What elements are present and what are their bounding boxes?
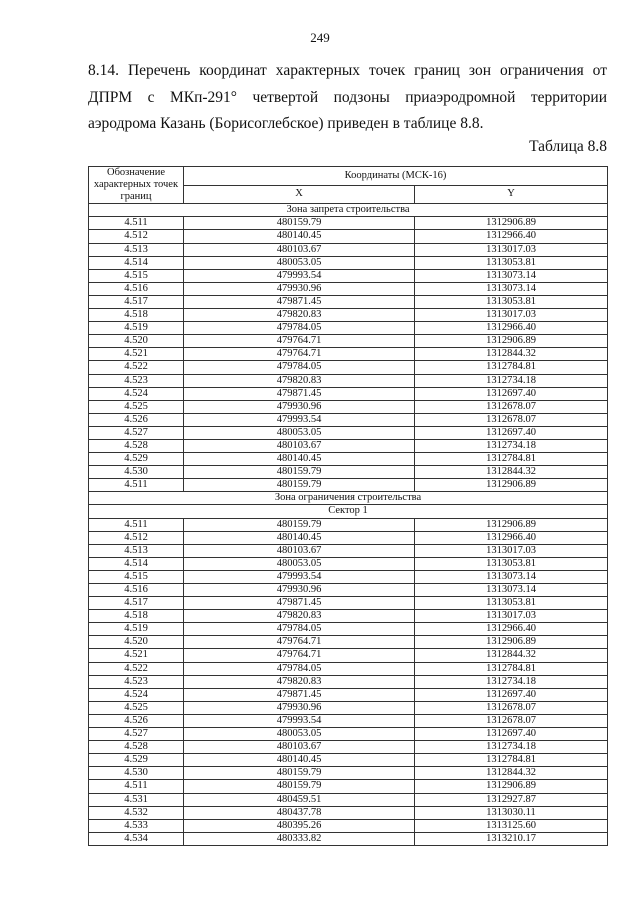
coord-y: 1313125.60 (415, 819, 608, 832)
point-id: 4.519 (89, 623, 184, 636)
coord-x: 480140.45 (184, 230, 415, 243)
table-row (89, 295, 608, 308)
coord-x: 480159.79 (184, 780, 415, 793)
table-row (89, 453, 608, 466)
table-row (89, 623, 608, 636)
coord-x: 480053.05 (184, 557, 415, 570)
coord-x: 479930.96 (184, 701, 415, 714)
coord-x: 480053.05 (184, 426, 415, 439)
point-id: 4.514 (89, 256, 184, 269)
point-id: 4.521 (89, 649, 184, 662)
coord-x: 480159.79 (184, 767, 415, 780)
table-row (89, 832, 608, 845)
coord-y: 1313073.14 (415, 584, 608, 597)
table-row (89, 570, 608, 583)
table-row (89, 466, 608, 479)
point-id: 4.517 (89, 597, 184, 610)
coord-y: 1312678.07 (415, 701, 608, 714)
coord-x: 479930.96 (184, 400, 415, 413)
coord-y: 1312697.40 (415, 387, 608, 400)
table-row (89, 322, 608, 335)
point-id: 4.525 (89, 400, 184, 413)
coord-y: 1313053.81 (415, 295, 608, 308)
point-id: 4.528 (89, 439, 184, 452)
coord-y: 1312966.40 (415, 322, 608, 335)
coord-x: 480159.79 (184, 518, 415, 531)
table-row (89, 309, 608, 322)
table-row (89, 675, 608, 688)
coord-x: 479820.83 (184, 610, 415, 623)
table-row (89, 387, 608, 400)
table-row (89, 256, 608, 269)
table-row (89, 688, 608, 701)
coord-y: 1312678.07 (415, 413, 608, 426)
coord-y: 1313073.14 (415, 570, 608, 583)
coord-x: 479871.45 (184, 688, 415, 701)
section-title-label: Зона запрета строительства (89, 204, 608, 217)
coord-y: 1313030.11 (415, 806, 608, 819)
coord-y: 1313210.17 (415, 832, 608, 845)
coord-y: 1312784.81 (415, 754, 608, 767)
coord-x: 480140.45 (184, 453, 415, 466)
point-id: 4.516 (89, 584, 184, 597)
coord-y: 1312784.81 (415, 361, 608, 374)
table-body (89, 204, 608, 846)
header-y: Y (415, 185, 608, 204)
section-title-label: Зона ограничения строительства (89, 492, 608, 505)
coord-x: 480053.05 (184, 256, 415, 269)
coord-y: 1313017.03 (415, 243, 608, 256)
coord-y: 1313073.14 (415, 282, 608, 295)
table-row (89, 741, 608, 754)
coord-x: 479764.71 (184, 335, 415, 348)
table-row (89, 374, 608, 387)
table-row (89, 728, 608, 741)
coord-x: 480103.67 (184, 439, 415, 452)
table-row (89, 544, 608, 557)
coord-y: 1312966.40 (415, 623, 608, 636)
coord-x: 479871.45 (184, 387, 415, 400)
coord-y: 1312734.18 (415, 374, 608, 387)
coord-x: 479784.05 (184, 623, 415, 636)
table-row (89, 584, 608, 597)
coord-y: 1312697.40 (415, 426, 608, 439)
coord-x: 479764.71 (184, 636, 415, 649)
table-row (89, 243, 608, 256)
coord-x: 479784.05 (184, 361, 415, 374)
coord-x: 480395.26 (184, 819, 415, 832)
point-id: 4.533 (89, 819, 184, 832)
table-caption: Таблица 8.8 (529, 138, 607, 155)
coord-y: 1312678.07 (415, 400, 608, 413)
table-row (89, 662, 608, 675)
point-id: 4.511 (89, 217, 184, 230)
table-row (89, 636, 608, 649)
coord-y: 1312906.89 (415, 479, 608, 492)
point-id: 4.528 (89, 741, 184, 754)
point-id: 4.523 (89, 374, 184, 387)
point-id: 4.524 (89, 387, 184, 400)
point-id: 4.513 (89, 544, 184, 557)
coord-x: 479930.96 (184, 282, 415, 295)
coord-x: 479820.83 (184, 675, 415, 688)
section-title (89, 204, 608, 217)
coord-x: 479764.71 (184, 348, 415, 361)
coord-y: 1312734.18 (415, 675, 608, 688)
coord-x: 480103.67 (184, 741, 415, 754)
table-row (89, 518, 608, 531)
header-coords: Координаты (МСК-16) (184, 167, 608, 186)
coord-x: 479871.45 (184, 597, 415, 610)
point-id: 4.527 (89, 426, 184, 439)
point-id: 4.518 (89, 610, 184, 623)
coord-x: 480459.51 (184, 793, 415, 806)
point-id: 4.515 (89, 269, 184, 282)
point-id: 4.529 (89, 754, 184, 767)
coord-y: 1312697.40 (415, 688, 608, 701)
point-id: 4.534 (89, 832, 184, 845)
table-row (89, 597, 608, 610)
coord-x: 479764.71 (184, 649, 415, 662)
coord-y: 1312927.87 (415, 793, 608, 806)
table-row (89, 269, 608, 282)
coord-x: 480437.78 (184, 806, 415, 819)
coord-x: 479930.96 (184, 584, 415, 597)
table-row (89, 610, 608, 623)
coord-y: 1312966.40 (415, 230, 608, 243)
coord-x: 479871.45 (184, 295, 415, 308)
point-id: 4.512 (89, 531, 184, 544)
coord-y: 1313053.81 (415, 557, 608, 570)
table-row (89, 413, 608, 426)
coord-y: 1312844.32 (415, 348, 608, 361)
point-id: 4.526 (89, 714, 184, 727)
coord-y: 1312697.40 (415, 728, 608, 741)
table-row (89, 819, 608, 832)
point-id: 4.514 (89, 557, 184, 570)
page-number: 249 (310, 30, 330, 45)
intro-paragraph (88, 58, 607, 138)
header-x: X (184, 185, 415, 204)
point-id: 4.511 (89, 518, 184, 531)
intro-text: 8.14. Перечень координат характерных точек границ зон ограничения от ДПРМ с МКп-291° четвертой подзоны приаэродромной территории аэродрома Казань (Борисоглебское) приведен в таблице 8.8. (88, 62, 607, 132)
table-row (89, 806, 608, 819)
coord-x: 480053.05 (184, 728, 415, 741)
coord-y: 1313053.81 (415, 256, 608, 269)
point-id: 4.530 (89, 767, 184, 780)
coord-x: 479820.83 (184, 374, 415, 387)
coord-y: 1312906.89 (415, 335, 608, 348)
table-row (89, 217, 608, 230)
table-row (89, 714, 608, 727)
table-row (89, 793, 608, 806)
coord-x: 479784.05 (184, 662, 415, 675)
table-row (89, 531, 608, 544)
point-id: 4.511 (89, 479, 184, 492)
coord-y: 1312906.89 (415, 518, 608, 531)
coord-x: 480159.79 (184, 479, 415, 492)
coord-y: 1312906.89 (415, 217, 608, 230)
coord-y: 1312844.32 (415, 767, 608, 780)
coord-y: 1313017.03 (415, 544, 608, 557)
coord-y: 1312844.32 (415, 466, 608, 479)
table-row (89, 767, 608, 780)
table-row (89, 701, 608, 714)
coordinates-table (88, 166, 608, 846)
table-row (89, 335, 608, 348)
table-row (89, 439, 608, 452)
point-id: 4.520 (89, 335, 184, 348)
point-id: 4.522 (89, 361, 184, 374)
coord-x: 480103.67 (184, 544, 415, 557)
table-row (89, 426, 608, 439)
point-id: 4.516 (89, 282, 184, 295)
header-point: Обозначение характерных точек границ (89, 167, 184, 204)
point-id: 4.520 (89, 636, 184, 649)
point-id: 4.529 (89, 453, 184, 466)
table-row (89, 361, 608, 374)
table-row (89, 479, 608, 492)
coord-x: 480333.82 (184, 832, 415, 845)
coord-x: 480103.67 (184, 243, 415, 256)
section-subtitle-label: Сектор 1 (89, 505, 608, 518)
coord-y: 1313017.03 (415, 309, 608, 322)
table-row (89, 230, 608, 243)
coord-y: 1313073.14 (415, 269, 608, 282)
coord-x: 479784.05 (184, 322, 415, 335)
coord-y: 1313053.81 (415, 597, 608, 610)
coord-y: 1312906.89 (415, 780, 608, 793)
coord-y: 1312906.89 (415, 636, 608, 649)
point-id: 4.515 (89, 570, 184, 583)
point-id: 4.525 (89, 701, 184, 714)
coord-y: 1312844.32 (415, 649, 608, 662)
point-id: 4.518 (89, 309, 184, 322)
coord-y: 1313017.03 (415, 610, 608, 623)
table-row (89, 557, 608, 570)
point-id: 4.521 (89, 348, 184, 361)
point-id: 4.532 (89, 806, 184, 819)
point-id: 4.519 (89, 322, 184, 335)
coord-y: 1312966.40 (415, 531, 608, 544)
point-id: 4.524 (89, 688, 184, 701)
point-id: 4.522 (89, 662, 184, 675)
point-id: 4.530 (89, 466, 184, 479)
coord-x: 480140.45 (184, 531, 415, 544)
point-id: 4.512 (89, 230, 184, 243)
point-id: 4.517 (89, 295, 184, 308)
point-id: 4.523 (89, 675, 184, 688)
coord-x: 479993.54 (184, 570, 415, 583)
table-row (89, 282, 608, 295)
coord-y: 1312784.81 (415, 453, 608, 466)
table-row (89, 348, 608, 361)
coord-y: 1312734.18 (415, 741, 608, 754)
section-title (89, 492, 608, 505)
table-row (89, 649, 608, 662)
point-id: 4.526 (89, 413, 184, 426)
table-row (89, 754, 608, 767)
coord-x: 479993.54 (184, 269, 415, 282)
point-id: 4.531 (89, 793, 184, 806)
coord-y: 1312784.81 (415, 662, 608, 675)
coord-y: 1312734.18 (415, 439, 608, 452)
point-id: 4.527 (89, 728, 184, 741)
coord-x: 480140.45 (184, 754, 415, 767)
coord-x: 480159.79 (184, 466, 415, 479)
coord-y: 1312678.07 (415, 714, 608, 727)
table-row (89, 400, 608, 413)
coord-x: 479993.54 (184, 413, 415, 426)
coord-x: 480159.79 (184, 217, 415, 230)
point-id: 4.513 (89, 243, 184, 256)
coord-x: 479993.54 (184, 714, 415, 727)
section-subtitle (89, 505, 608, 518)
table-row (89, 780, 608, 793)
coord-x: 479820.83 (184, 309, 415, 322)
point-id: 4.511 (89, 780, 184, 793)
